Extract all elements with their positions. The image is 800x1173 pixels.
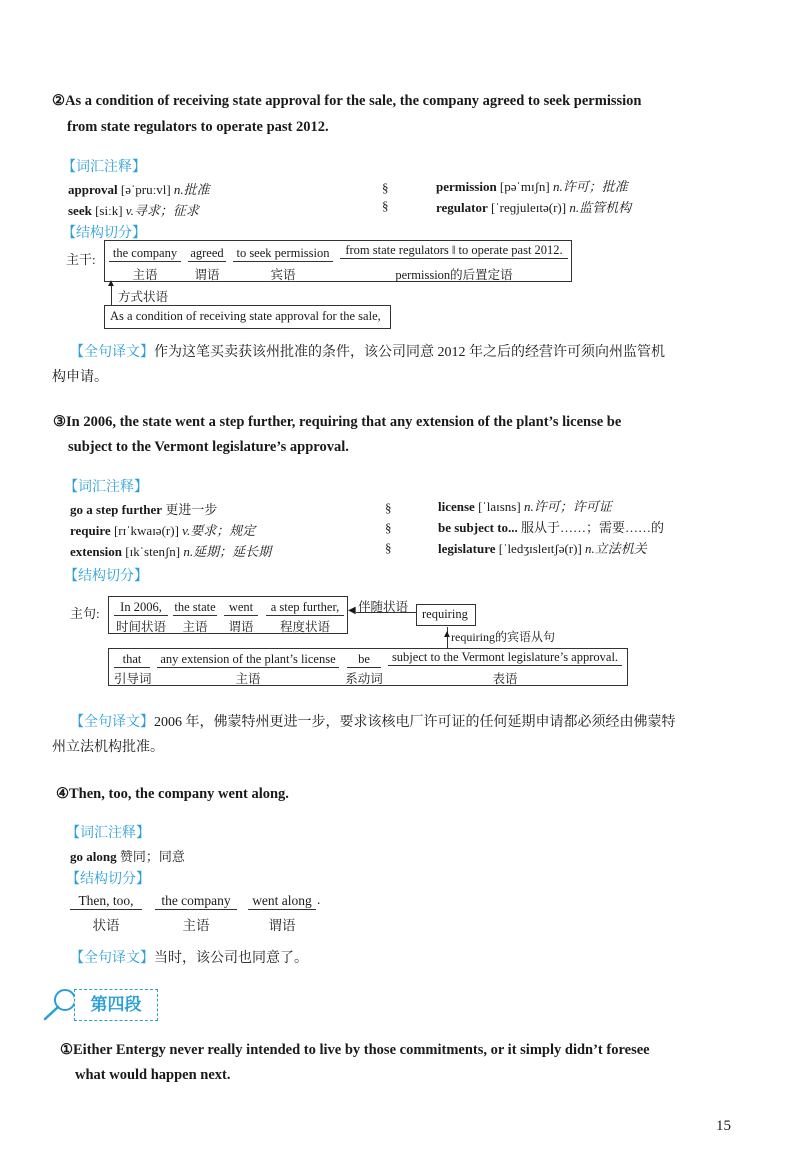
translation: 【全句译文】当时，该公司也同意了。 xyxy=(70,950,308,966)
translation-line2: 构申请。 xyxy=(52,370,108,385)
sentence-3-line2: subject to the Vermont legislature’s approval. xyxy=(68,439,349,455)
vocab-item: regulator [ˈreɡjuleɪtə(r)] n.监管机构 xyxy=(436,200,632,215)
part-en: subject to the Vermont legislature’s approval. xyxy=(388,650,622,666)
structure-prefix: 主句: xyxy=(70,606,100,621)
vocab-item: approval [əˈpruːvl] n.批准 xyxy=(68,182,210,197)
divider-squiggle: § xyxy=(382,180,389,195)
section-title: 第四段 xyxy=(74,989,158,1021)
part-cn: permission的后置定语 xyxy=(395,268,513,282)
vocab-label: 【词汇注释】 xyxy=(64,479,148,495)
vocab-label: 【词汇注释】 xyxy=(66,825,150,841)
part-en: be xyxy=(347,652,381,668)
sentence-2-line2: from state regulators to operate past 2012. xyxy=(67,119,329,135)
part-cn: 谓语 xyxy=(194,268,220,282)
vocab-item: be subject to... 服从于……；需要……的 xyxy=(438,520,665,535)
sentence-4: ④Then, too, the company went along. xyxy=(56,786,289,802)
part-cn: 谓语 xyxy=(268,918,296,933)
part-cn: 表语 xyxy=(492,672,518,686)
divider-squiggle: § xyxy=(385,520,392,535)
divider-squiggle: § xyxy=(385,540,392,555)
translation-line2: 州立法机构批准。 xyxy=(52,740,164,755)
sentence-3-line1: ③In 2006, the state went a step further, requiring that any extension of the plant’s license be xyxy=(53,414,622,430)
divider-squiggle: § xyxy=(382,198,389,213)
part-cn: 时间状语 xyxy=(115,620,166,634)
sentence-1-line2: what would happen next. xyxy=(75,1067,231,1083)
part-cn: 谓语 xyxy=(228,620,254,634)
adverbial-label: 方式状语 xyxy=(118,290,169,304)
structure-label: 【结构切分】 xyxy=(64,568,148,584)
part-en: that xyxy=(114,652,150,668)
part-en: to seek permission xyxy=(233,246,333,262)
part-cn: 主语 xyxy=(182,918,210,933)
part-en: the company xyxy=(109,246,181,262)
vocab-label: 【词汇注释】 xyxy=(62,159,146,175)
divider-squiggle: § xyxy=(385,500,392,515)
object-clause-label: requiring的宾语从句 xyxy=(451,630,555,644)
part-cn: 引导词 xyxy=(114,672,152,686)
part-en: the state xyxy=(174,600,216,614)
part-cn: 宾语 xyxy=(270,268,296,282)
part-en: went along xyxy=(248,893,316,910)
requiring-text: requiring xyxy=(422,607,468,621)
vocab-item: extension [ɪkˈstenʃn] n.延期；延长期 xyxy=(70,544,272,559)
vocab-item: go a step further 更进一步 xyxy=(70,502,218,517)
page-number: 15 xyxy=(716,1118,731,1134)
part-en: a step further, xyxy=(266,600,344,616)
adverbial-text: As a condition of receiving state approval for the sale, xyxy=(110,309,381,323)
arrow-left-icon: ◀ xyxy=(348,605,356,616)
vocab-item: seek [siːk] v.寻求；征求 xyxy=(68,203,199,218)
arrow-up-icon: ▲ xyxy=(442,629,452,640)
arrow-up-icon: ▲ xyxy=(106,278,116,289)
translation-line1: 【全句译文】2006 年，佛蒙特州更进一步，要求该核电厂许可证的任何延期申请都必须经由佛蒙特 xyxy=(70,714,676,730)
accompanying-label: 伴随状语 xyxy=(358,600,409,614)
part-en: went xyxy=(224,600,258,616)
part-cn: 主语 xyxy=(182,620,208,634)
sentence-2-line1: ②As a condition of receiving state approval for the sale, the company agreed to seek permission xyxy=(52,93,642,109)
vocab-item: permission [pəˈmɪʃn] n.许可；批准 xyxy=(436,179,628,194)
part-en: from state regulators ‖ to operate past 2012. xyxy=(340,243,568,259)
vocab-item: license [ˈlaɪsns] n.许可；许可证 xyxy=(438,499,612,514)
part-cn: 主语 xyxy=(132,268,158,282)
vocab-item: legislature [ˈledʒɪsleɪtʃə(r)] n.立法机关 xyxy=(438,541,647,556)
period: . xyxy=(317,892,321,907)
structure-label: 【结构切分】 xyxy=(66,871,150,887)
translation-line1: 【全句译文】作为这笔买卖获该州批准的条件，该公司同意 2012 年之后的经营许可须向州监管机 xyxy=(70,344,665,360)
part-cn: 程度状语 xyxy=(279,620,330,634)
part-en: Then, too, xyxy=(70,893,142,910)
part-cn: 系动词 xyxy=(345,672,383,686)
part-cn: 状语 xyxy=(92,918,120,933)
part-en: the company xyxy=(155,893,237,910)
structure-label: 【结构切分】 xyxy=(62,225,146,241)
vocab-item: require [rɪˈkwaɪə(r)] v.要求；规定 xyxy=(70,523,256,538)
sentence-1-line1: ①Either Entergy never really intended to live by those commitments, or it simply didn’t foresee xyxy=(60,1042,650,1058)
part-en: agreed xyxy=(188,246,226,262)
part-cn: 主语 xyxy=(235,672,261,686)
vocab-item: go along 赞同；同意 xyxy=(70,849,185,864)
part-en: In 2006, xyxy=(114,600,168,616)
structure-prefix: 主干: xyxy=(66,252,96,267)
part-en: any extension of the plant’s license xyxy=(157,652,339,668)
